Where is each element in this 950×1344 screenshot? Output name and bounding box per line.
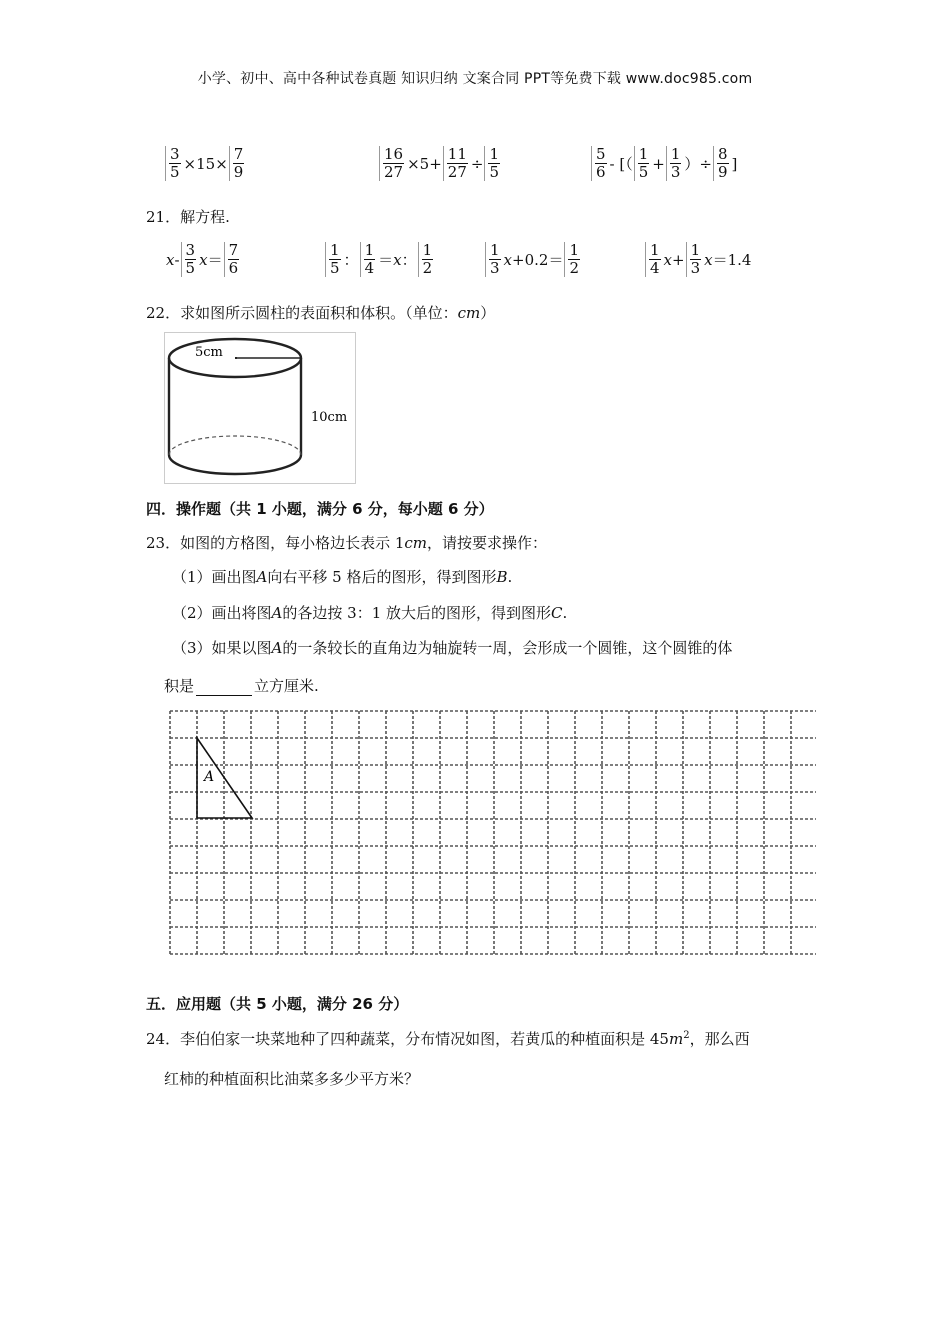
fraction: $\frac{1}{2}$ (418, 242, 436, 277)
question-21-title: 21．解方程. (146, 208, 230, 226)
calc-expression-3: $\frac{5}{6}$ - [（ $\frac{1}{5}$ + $\frac{1}{3}$ ）÷ $\frac{8}{9}$ ] (590, 146, 737, 181)
question-23-part-1: （1）画出图A向右平移 5 格后的图形，得到图形B. (172, 568, 513, 586)
question-23-part-3: （3）如果以图A的一条较长的直角边为轴旋转一周，会形成一个圆锥，这个圆锥的体 (172, 639, 733, 657)
fraction: $\frac{3}{5}$ (165, 146, 183, 181)
fraction: $\frac{1}{5}$ (634, 146, 652, 181)
section-4-heading: 四．操作题（共 1 小题，满分 6 分，每小题 6 分） (146, 500, 494, 518)
calc-expression-1: $\frac{3}{5}$ ×15× $\frac{7}{9}$ (164, 146, 247, 181)
fraction: $\frac{7}{6}$ (224, 242, 242, 277)
answer-blank[interactable] (196, 681, 252, 696)
question-22-title: 22．求如图所示圆柱的表面积和体积。（单位：cm） (146, 304, 496, 322)
question-23-part-2: （2）画出将图A的各边按 3：1 放大后的图形，得到图形C. (172, 604, 568, 622)
question-23-part-3-cont: 积是 立方厘米. (164, 677, 319, 695)
cylinder-bottom-back (169, 436, 301, 455)
equation-2: $\frac{1}{5}$ ： $\frac{1}{4}$ ＝ x ： $\frac{1}{2}$ (324, 242, 436, 277)
cylinder-diagram (165, 333, 355, 483)
fraction: $\frac{1}{2}$ (564, 242, 582, 277)
fraction: $\frac{16}{27}$ (379, 146, 406, 181)
calc-expression-2: $\frac{16}{27}$ ×5+ $\frac{11}{27}$ ÷ $\frac{1}{5}$ (378, 146, 503, 181)
fraction: $\frac{5}{6}$ (591, 146, 609, 181)
grid-figure (166, 706, 816, 964)
fraction: $\frac{1}{5}$ (325, 242, 343, 277)
fraction: $\frac{1}{4}$ (645, 242, 663, 277)
fraction: $\frac{1}{5}$ (484, 146, 502, 181)
question-24-line-1: 24．李伯伯家一块菜地种了四种蔬菜，分布情况如图，若黄瓜的种植面积是 $45m^2$，那么西 (146, 1030, 750, 1048)
square-grid (166, 706, 816, 964)
fraction: $\frac{1}{3}$ (485, 242, 503, 277)
equation-1: x - $\frac{3}{5}$ x ＝ $\frac{7}{6}$ (166, 242, 242, 277)
equation-3: $\frac{1}{3}$ x +0.2＝ $\frac{1}{2}$ (484, 242, 583, 277)
question-23-intro: 23．如图的方格图，每小格边长表示 1cm，请按要求操作： (146, 534, 548, 552)
fraction: $\frac{3}{5}$ (181, 242, 199, 277)
fraction: $\frac{1}{3}$ (686, 242, 704, 277)
fraction: $\frac{8}{9}$ (713, 146, 731, 181)
radius-label: 5cm (195, 345, 223, 360)
cylinder-bottom-front (169, 455, 301, 474)
section-5-heading: 五．应用题（共 5 小题，满分 26 分） (146, 995, 409, 1013)
height-label: 10cm (311, 410, 348, 425)
fraction: $\frac{11}{27}$ (443, 146, 470, 181)
fraction: $\frac{7}{9}$ (229, 146, 247, 181)
equation-4: $\frac{1}{4}$ x + $\frac{1}{3}$ x ＝1.4 (644, 242, 751, 277)
fraction: $\frac{1}{3}$ (666, 146, 684, 181)
cylinder-figure (164, 332, 356, 484)
fraction: $\frac{1}{4}$ (360, 242, 378, 277)
triangle-a-label: A (204, 769, 215, 785)
question-24-line-2: 红柿的种植面积比油菜多多少平方米？ (164, 1070, 420, 1088)
page-header: 小学、初中、高中各种试卷真题 知识归纳 文案合同 PPT等免费下载 www.doc985.com (197, 71, 753, 87)
